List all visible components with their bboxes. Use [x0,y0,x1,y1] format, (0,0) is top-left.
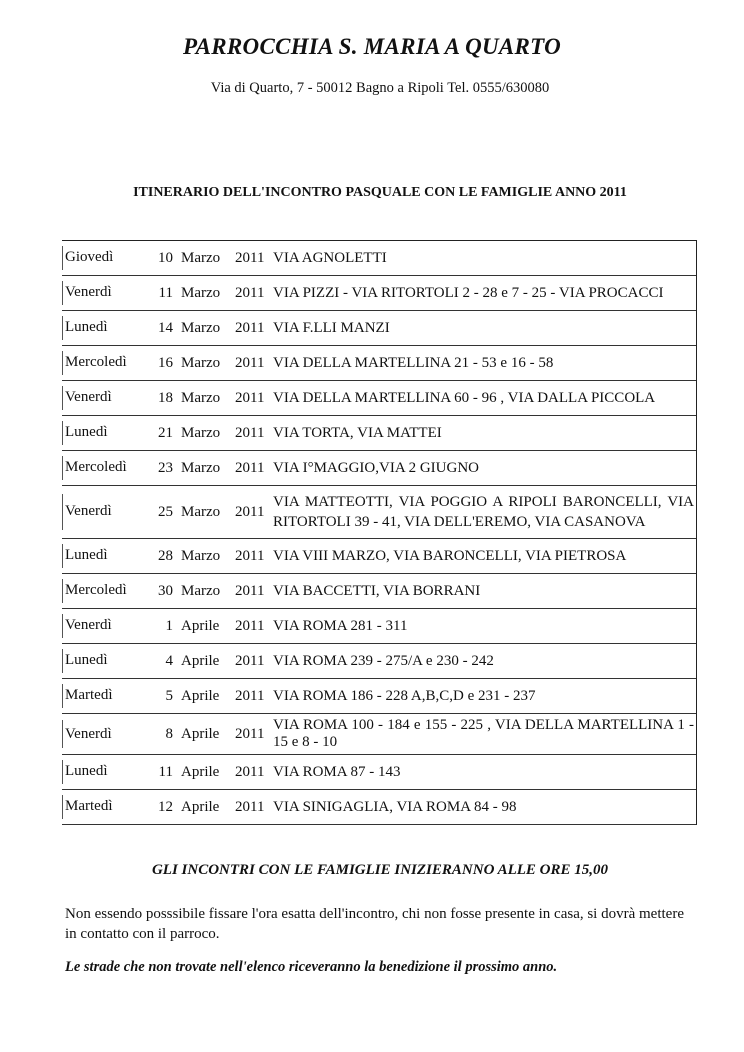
streets-cell: VIA ROMA 87 - 143 [273,763,401,780]
year-cell: 2011 [235,459,265,476]
table-row [62,451,696,486]
date-number: 16 [158,354,173,371]
date-number: 18 [158,389,173,406]
date-number: 14 [158,319,173,336]
table-row [62,276,696,311]
day-cell: Giovedì [62,246,149,270]
streets-cell: VIA MATTEOTTI, VIA POGGIO A RIPOLI BARONCELLI, VIA RITORTOLI 39 - 41, VIA DELL'EREMO, VIA CASANOVA [273,494,694,530]
year-cell: 2011 [235,687,265,704]
streets-cell: VIA I°MAGGIO,VIA 2 GIUGNO [273,459,479,476]
date-number: 25 [158,503,173,520]
streets-cell: VIA F.LLI MANZI [273,319,390,336]
month-cell: Aprile [181,763,220,780]
table-row [62,346,696,381]
year-cell: 2011 [235,389,265,406]
table-row [62,241,696,276]
date-number: 30 [158,582,173,599]
parish-title: PARROCCHIA S. MARIA A QUARTO [182,34,562,59]
month-cell: Aprile [181,652,220,669]
table-row [62,790,696,825]
blessing-note: Le strade che non trovate nell'elenco riceveranno la benedizione il prossimo anno. [65,959,558,975]
month-cell: Aprile [181,798,220,815]
year-cell: 2011 [235,725,265,742]
month-cell: Marzo [181,249,221,266]
table-row [62,539,696,574]
date-number: 1 [165,617,173,634]
year-cell: 2011 [235,798,265,815]
table-row [62,755,696,790]
month-cell: Marzo [181,459,221,476]
table-row [62,679,696,714]
month-cell: Marzo [181,547,221,564]
date-number: 23 [158,459,173,476]
streets-cell: VIA DELLA MARTELLINA 60 - 96 , VIA DALLA PICCOLA [273,389,656,406]
day-cell: Mercoledì [62,456,149,480]
day-cell: Lunedì [62,421,149,445]
streets-cell: VIA ROMA 281 - 311 [273,617,408,634]
streets-cell: VIA VIII MARZO, VIA BARONCELLI, VIA PIETROSA [273,547,627,564]
month-cell: Marzo [181,503,221,520]
table-row [62,311,696,346]
month-cell: Marzo [181,424,221,441]
month-cell: Aprile [181,687,220,704]
itinerary-title: ITINERARIO DELL'INCONTRO PASQUALE CON LE FAMIGLIE ANNO 2011 [133,185,627,200]
table-row [62,574,696,609]
month-cell: Marzo [181,319,221,336]
date-number: 11 [158,284,173,301]
year-cell: 2011 [235,424,265,441]
day-cell: Venerdì [62,386,149,410]
table-row [62,714,696,755]
year-cell: 2011 [235,652,265,669]
date-number: 5 [165,687,173,704]
year-cell: 2011 [235,763,265,780]
parish-address: Via di Quarto, 7 - 50012 Bagno a Ripoli Tel. 0555/630080 [210,80,550,96]
day-cell: Mercoledì [62,579,149,603]
day-cell: Venerdì [62,494,149,530]
streets-cell: VIA ROMA 239 - 275/A e 230 - 242 [273,652,494,669]
date-number: 10 [158,249,173,266]
streets-cell: VIA AGNOLETTI [273,249,387,266]
year-cell: 2011 [235,617,265,634]
month-cell: Marzo [181,389,221,406]
table-row [62,486,696,539]
day-cell: Martedì [62,684,149,708]
year-cell: 2011 [235,284,265,301]
streets-cell: VIA ROMA 186 - 228 A,B,C,D e 231 - 237 [273,687,536,704]
year-cell: 2011 [235,249,265,266]
streets-cell: VIA PIZZI - VIA RITORTOLI 2 - 28 e 7 - 25 - VIA PROCACCI [273,284,664,301]
day-cell: Lunedì [62,316,149,340]
table-row [62,416,696,451]
date-number: 4 [165,652,173,669]
day-cell: Lunedì [62,760,149,784]
streets-cell: VIA BACCETTI, VIA BORRANI [273,582,481,599]
contact-paragraph: Non essendo posssibile fissare l'ora esatta dell'incontro, chi non fosse presente in casa, si dovrà mettere in contatto con il parroco. [65,906,684,942]
schedule-table [62,240,697,825]
month-cell: Aprile [181,617,220,634]
year-cell: 2011 [235,582,265,599]
day-cell: Venerdì [62,281,149,305]
day-cell: Venerdì [62,720,149,748]
streets-cell: VIA ROMA 100 - 184 e 155 - 225 , VIA DELLA MARTELLINA 1 - 15 e 8 - 10 [273,717,694,750]
table-row [62,644,696,679]
streets-cell: VIA DELLA MARTELLINA 21 - 53 e 16 - 58 [273,354,554,371]
month-cell: Aprile [181,725,220,742]
date-number: 12 [158,798,173,815]
streets-cell: VIA TORTA, VIA MATTEI [273,424,442,441]
year-cell: 2011 [235,503,265,520]
year-cell: 2011 [235,319,265,336]
day-cell: Lunedì [62,544,149,568]
start-time-note: GLI INCONTRI CON LE FAMIGLIE INIZIERANNO ALLE ORE 15,00 [151,862,609,878]
streets-cell: VIA SINIGAGLIA, VIA ROMA 84 - 98 [273,798,517,815]
date-number: 28 [158,547,173,564]
date-number: 11 [158,763,173,780]
month-cell: Marzo [181,284,221,301]
month-cell: Marzo [181,354,221,371]
month-cell: Marzo [181,582,221,599]
date-number: 8 [165,725,173,742]
date-number: 21 [158,424,173,441]
table-row [62,381,696,416]
table-row [62,609,696,644]
year-cell: 2011 [235,547,265,564]
day-cell: Venerdì [62,614,149,638]
day-cell: Lunedì [62,649,149,673]
year-cell: 2011 [235,354,265,371]
day-cell: Mercoledì [62,351,149,375]
day-cell: Martedì [62,795,149,819]
